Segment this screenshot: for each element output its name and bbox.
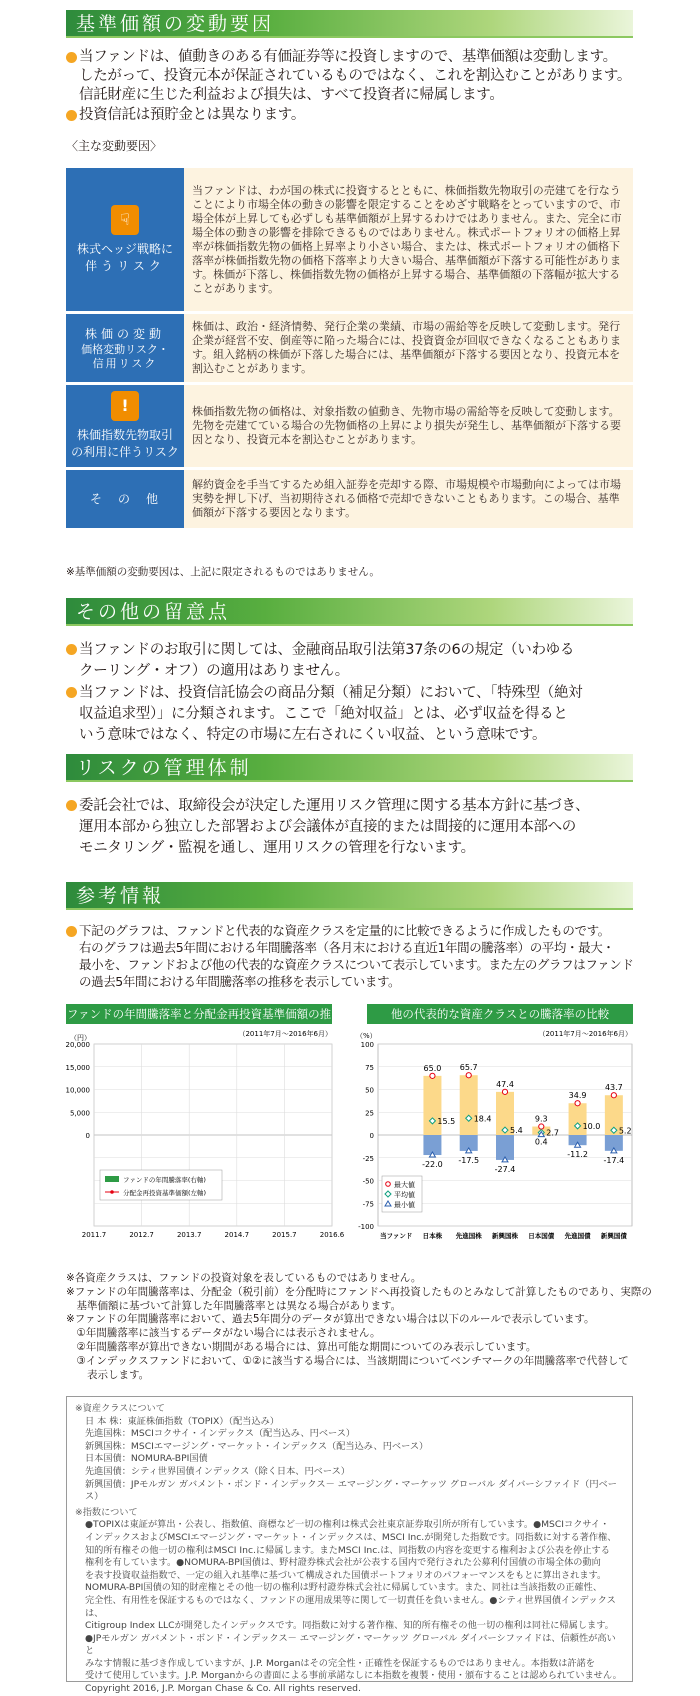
y-tick-label: -100	[358, 1223, 374, 1231]
max-value-label: 47.4	[496, 1079, 514, 1089]
disclaimer-line: 権利を有しています。●NOMURA-BPI国債は、野村證券株式会社が公表する国内で発行された公募利付国債の市場全体の動向	[85, 1557, 601, 1569]
asset-class-heading: ※資産クラスについて	[75, 1403, 165, 1414]
risk-table	[66, 165, 633, 531]
avg-value-label: 10.0	[582, 1121, 601, 1131]
left-chart-title: ファンドの年間騰落率と分配金再投資基準価額の推移	[66, 1004, 332, 1024]
legend-label: 分配金再投資基準価額(左軸)	[123, 1189, 207, 1197]
max-value-label: 9.3	[534, 1114, 548, 1124]
risk-row	[66, 470, 633, 528]
max-value-label: 43.7	[604, 1083, 623, 1093]
asset-class-item: 先進国債：シティ世界国債インデックス（除く日本、円ベース）	[85, 1465, 350, 1477]
y-tick-label: 75	[365, 1063, 374, 1072]
x-category-label: 先進国株	[455, 1232, 482, 1240]
reference-bullets	[66, 922, 636, 991]
x-tick-label: 2012.7	[129, 1231, 154, 1239]
min-value-label: -17.4	[603, 1155, 625, 1165]
note-line: ※ファンドの年間騰落率において、過去5年間分のデータが算出できない場合は以下のルールで表示しています。	[66, 1313, 595, 1326]
bullet-item: 下記のグラフは、ファンドと代表的な資産クラスを定量的に比較できるように作成したものです。 右のグラフは過去5年間における年間騰落率（各月末における直近1年間の騰落率）の平均・最大・ 最小を、ファンドおよび他の代表的な資産クラスについて表示しています。また左のグラフはファンド の過去5年間における年間騰落率の推移を表示しています。	[66, 922, 636, 990]
y-tick-label: 100	[360, 1041, 374, 1049]
y-tick-label: 50	[365, 1086, 374, 1095]
bullet-text-cont: したがって、投資元本が保証されているものではなく、これを割込むことがあります。	[79, 68, 632, 84]
note-line: ①年間騰落率に該当するデータがない場合には表示されません。	[66, 1327, 381, 1340]
index-disclosure-box	[66, 1396, 633, 1695]
x-tick-label: 2015.7	[272, 1231, 297, 1239]
risk-row	[66, 168, 633, 311]
note-line: 表示します。	[66, 1368, 150, 1381]
index-heading: ※指数について	[75, 1506, 138, 1518]
bar-positive	[460, 1075, 478, 1135]
disclaimer-line: NOMURA-BPI国債の知的財産権とその他一切の権利は野村證券株式会社に帰属しています。また、同社は当該指数の正確性、	[85, 1582, 603, 1594]
legend-label: 最大値	[394, 1181, 415, 1189]
fluctuation-note: ※基準価額の変動要因は、上記に限定されるものではありません。	[66, 566, 380, 578]
asset-class-item: 日本国債：NOMURA-BPI国債	[85, 1453, 208, 1465]
bullet-text: 当ファンドは、値動きのある有価証券等に投資しますので、基準価額は変動します。	[79, 49, 617, 65]
legend-label: 最小値	[394, 1201, 415, 1209]
index-disclaimer	[75, 1519, 624, 1695]
bullet-item	[66, 106, 636, 125]
disclaimer-line: インデックスおよびMSCIエマージング・マーケット・インデックスは、MSCI Inc.が開発した指数です。同指数に対する著作権、	[85, 1531, 617, 1543]
section-header-reference: 参考情報	[66, 882, 633, 910]
max-marker	[502, 1089, 507, 1094]
avg-value-label: 2.7	[546, 1128, 560, 1138]
hand-down-icon: ☟	[111, 205, 139, 235]
bullet-text-cont: 信託財産に生じた利益および損失は、すべて投資者に帰属します。	[79, 87, 504, 103]
y-left-tick-label: 5,000	[69, 1109, 90, 1118]
left-chart	[60, 1026, 345, 1266]
risk-label: そ の 他	[66, 470, 184, 528]
y-tick-label: 0	[369, 1132, 374, 1140]
x-category-label: 日本株	[422, 1232, 443, 1240]
x-tick-label: 2014.7	[224, 1231, 250, 1239]
risk-label: ! 株価指数先物取引 の利用に伴うリスク	[66, 385, 184, 467]
legend-marker	[110, 1190, 114, 1194]
min-value-label: -11.2	[567, 1150, 588, 1160]
risk-row	[66, 385, 633, 467]
disclaimer-line: ●TOPIXは東証が算出・公表し、指数値、商標など一切の権利は株式会社東京証券取引所が所有しています。●MSCIコクサイ・	[85, 1519, 610, 1531]
risk-description: 株価指数先物の価格は、対象指数の値動き、先物市場の需給等を反映して変動します。先物を売建てている場合の先物価格の上昇により損失が発生し、基準価額が下落する要因となり、投資元本を割込むことがあります。	[184, 385, 633, 467]
max-marker	[611, 1093, 616, 1098]
disclaimer-line: 完全性、有用性を保証するものではなく、ファンドの運用成果等に関して一切責任を負いません。●シティ世界国債インデックスは、	[85, 1594, 616, 1619]
main-factors-label: 〈主な変動要因〉	[66, 139, 163, 153]
asset-class-item: 新興国株：MSCIエマージング・マーケット・インデックス（配当込み、円ベース）	[85, 1440, 429, 1452]
x-category-label: 日本国債	[528, 1232, 555, 1240]
note-line: ③インデックスファンドにおいて、①②に該当する場合には、当該期間についてベンチマークの年間騰落率で代替して	[66, 1354, 629, 1367]
other-notes-bullets	[66, 640, 636, 747]
period-label: （2011年7月～2016年6月）	[238, 1030, 332, 1038]
avg-value-label: 5.2	[618, 1126, 632, 1136]
warning-icon: !	[111, 391, 139, 421]
bullet-item	[66, 48, 636, 105]
x-category-label: 当ファンド	[379, 1232, 413, 1240]
bar-positive	[423, 1076, 441, 1135]
x-tick-label: 2013.7	[176, 1231, 202, 1239]
x-category-label: 新興国債	[600, 1232, 627, 1240]
max-marker	[430, 1073, 435, 1078]
risk-row	[66, 314, 633, 382]
section-header-other-notes: その他の留意点	[66, 598, 633, 626]
note-line: ②年間騰落率が算出できない期間がある場合には、算出可能な期間についてのみ表示しています。	[66, 1340, 537, 1353]
disclaimer-line: を表す投資収益指数で、一定の組入れ基準に基づいて構成された国債ポートフォリオのパフォーマンスをもとに算出されます。	[85, 1569, 607, 1581]
legend-label: 平均値	[394, 1191, 415, 1199]
y-left-tick-label: 20,000	[65, 1041, 90, 1049]
x-tick-label: 2016.6	[319, 1231, 345, 1239]
y-tick-label: -75	[362, 1200, 374, 1209]
asset-class-list	[75, 1416, 624, 1504]
risk-label: 株価の変動 価格変動リスク・ 信用リスク	[66, 314, 184, 382]
period-label: （2011年7月～2016年6月）	[538, 1030, 632, 1038]
min-value-label: -22.0	[422, 1160, 443, 1170]
max-marker	[539, 1124, 544, 1129]
avg-value-label: 5.4	[510, 1126, 523, 1136]
section-header-risk-management: リスクの管理体制	[66, 754, 633, 782]
disclaimer-line: 受けて使用しています。J.P. Morganからの書面による事前承諾なしに本指数を複製・使用・頒布することは認められていません。	[85, 1670, 622, 1682]
legend-swatch-bar	[105, 1176, 119, 1182]
asset-class-item: 先進国株：MSCIコクサイ・インデックス（配当込み、円ベース）	[85, 1428, 356, 1440]
y-left-tick-label: 10,000	[65, 1086, 90, 1095]
right-chart-title: 他の代表的な資産クラスとの騰落率の比較	[367, 1004, 633, 1024]
y-left-unit: （円）	[70, 1034, 91, 1042]
risk-management-bullets	[66, 796, 636, 860]
y-left-tick-label: 15,000	[65, 1063, 90, 1072]
right-chart	[340, 1026, 640, 1266]
chart-notes	[66, 1272, 652, 1382]
x-category-label: 先進国債	[564, 1232, 591, 1240]
note-line: 基準価額に基づいて計算した年間騰落率とは異なる場合があります。	[66, 1299, 402, 1312]
disclaimer-line: ●JPモルガン ガバメント・ボンド・インデックス－ エマージング・マーケッツ グローバル ダイバーシファイドは、信頼性が高いと	[85, 1632, 616, 1657]
y-left-tick-label: 0	[85, 1132, 90, 1140]
max-value-label: 65.0	[423, 1063, 442, 1073]
avg-value-label: 18.4	[473, 1114, 492, 1124]
avg-value-label: 15.5	[437, 1116, 456, 1126]
legend-max-marker	[386, 1182, 391, 1187]
risk-description: 株価は、政治・経済情勢、発行企業の業績、市場の需給等を反映して変動します。発行企業が経営不安、倒産等に陥った場合には、投資資金が回収できなくなることもあります。組入銘柄の株価が下落した場合には、基準価額が下落する要因となり、投資元本を割込むことがあります。	[184, 314, 633, 382]
min-value-label: -17.5	[458, 1155, 480, 1165]
y-tick-label: -50	[362, 1177, 374, 1186]
disclaimer-line: Copyright 2016, J.P. Morgan Chase & Co. All rights reserved.	[85, 1683, 361, 1695]
min-value-label: 0.4	[534, 1137, 548, 1147]
y-tick-label: -25	[362, 1154, 374, 1163]
bullet-item: 委託会社では、取締役会が決定した運用リスク管理に関する基本方針に基づき、 運用本部から独立した部署および会議体が直接的または間接的に運用本部への モニタリング・監視を通し、運用リスクの管理を行ないます。	[66, 796, 636, 859]
risk-label: ☟ 株式ヘッジ戦略に 伴うリスク	[66, 168, 184, 311]
disclaimer-line: 知的所有権その他一切の権利はMSCI Inc.に帰属します。またMSCI Inc.は、同指数の内容を変更する権利および公表を停止する	[85, 1544, 610, 1556]
max-value-label: 65.7	[459, 1063, 478, 1073]
legend-label: ファンドの年間騰落率(右軸)	[123, 1176, 206, 1184]
bullet-text: 投資信託は預貯金とは異なります。	[79, 107, 306, 123]
bullet-item: 当ファンドのお取引に関しては、金融商品取引法第37条の6の規定（いわゆる クーリング・オフ）の適用はありません。	[66, 640, 636, 682]
disclaimer-line: みなす情報に基づき作成していますが、J.P. Morganはその完全性・正確性を保証するものではありません。本指数は許諾を	[85, 1657, 595, 1669]
max-value-label: 34.9	[568, 1091, 587, 1101]
y-tick-label: 25	[365, 1109, 374, 1118]
disclaimer-line: Citigroup Index LLCが開発したインデックスです。同指数に対する著作権、知的所有権その他一切の権利は同社に帰属します。	[85, 1620, 614, 1632]
note-line: ※ファンドの年間騰落率は、分配金（税引前）を分配時にファンドへ再投資したものとみなして計算したものであり、実際の	[66, 1285, 652, 1298]
y-unit: （%）	[356, 1032, 377, 1040]
asset-class-item: 日 本 株：東証株価指数（TOPIX）（配当込み）	[85, 1415, 280, 1427]
x-tick-label: 2011.7	[81, 1231, 107, 1239]
note-line: ※各資産クラスは、ファンドの投資対象を表しているものではありません。	[66, 1272, 422, 1284]
bullet-item: 当ファンドは、投資信託協会の商品分類（補足分類）において、「特殊型（絶対 収益追求型）」に分類されます。ここで「絶対収益」とは、必ず収益を得ると いう意味ではなく、特定の市場に左右されにくい収益、という意味です。	[66, 683, 636, 746]
max-marker	[466, 1073, 471, 1078]
min-value-label: -27.4	[494, 1164, 516, 1174]
x-category-label: 新興国株	[492, 1232, 518, 1240]
risk-description: 解約資金を手当てするため組入証券を売却する際、市場規模や市場動向によっては市場実勢を押し下げ、当初期待される価格で売却できないこともあります。この場合、基準価額が下落する要因となります。	[184, 470, 633, 528]
section-header-fluctuation: 基準価額の変動要因	[66, 10, 633, 38]
max-marker	[575, 1101, 580, 1106]
fluctuation-bullets	[66, 48, 636, 126]
risk-description: 当ファンドは、わが国の株式に投資するとともに、株価指数先物取引の売建てを行なうことにより市場全体の動きの影響を限定することをめざす戦略をとっていますので、市場全体が上昇しても必ずしも基準価額が上昇するわけではありません。また、完全に市場全体の動きの影響を排除できるものではありません。株式ポートフォリオの価格上昇率が株価指数先物の価格上昇率より小さい場合、または、株式ポートフォリオの価格下落率が株価指数先物の価格下落率より大きい場合、基準価額が下落する可能性があります。株価が下落し、株価指数先物の価格が上昇する場合、基準価額の下落幅が拡大することがあります。	[184, 168, 633, 311]
asset-class-item: 新興国債：JPモルガン ガバメント・ボンド・インデックス－ エマージング・マーケッツ グローバル ダイバーシファイド（円ベース）	[85, 1478, 617, 1503]
